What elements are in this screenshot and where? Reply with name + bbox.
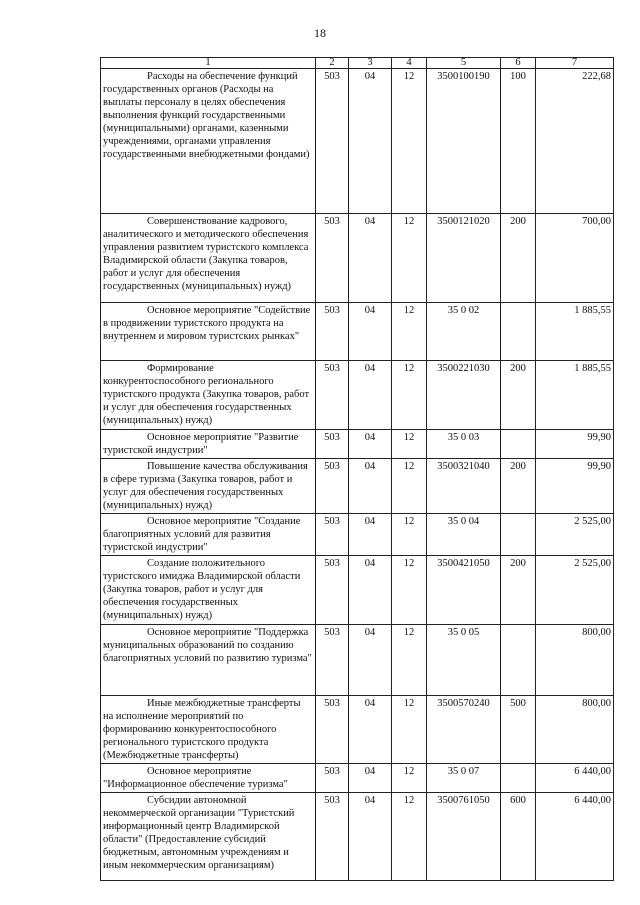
- cell-target-code: 35 0 04: [427, 514, 501, 556]
- column-header: 6: [501, 58, 536, 69]
- cell-expense-type: 200: [501, 459, 536, 514]
- table-row: [101, 214, 614, 303]
- cell-subsection-2: 12: [392, 214, 427, 303]
- cell-subsection-2: 12: [392, 459, 427, 514]
- row-name: Иные межбюджетные трансферты на исполнение мероприятий по формированию конкурентоспособного регионального туристского продукта (Межбюджетные трансферты): [101, 696, 316, 764]
- cell-subsection: 04: [349, 764, 392, 793]
- table-row: [101, 514, 614, 556]
- cell-target-code: 3500761050: [427, 793, 501, 881]
- column-header: 5: [427, 58, 501, 69]
- cell-amount: 800,00: [536, 625, 614, 696]
- column-header: 3: [349, 58, 392, 69]
- cell-subsection-2: 12: [392, 361, 427, 430]
- table-row: [101, 793, 614, 881]
- cell-amount: 800,00: [536, 696, 614, 764]
- table-body: [101, 69, 614, 881]
- cell-target-code: 3500421050: [427, 556, 501, 625]
- cell-section: 503: [316, 361, 349, 430]
- cell-subsection-2: 12: [392, 430, 427, 459]
- cell-subsection-2: 12: [392, 303, 427, 361]
- cell-target-code: 3500221030: [427, 361, 501, 430]
- row-name: Основное мероприятие "Поддержка муниципальных образований по созданию благоприятных условий по развитию туризма": [101, 625, 316, 696]
- cell-amount: 222,68: [536, 69, 614, 214]
- cell-expense-type: [501, 430, 536, 459]
- row-name: Основное мероприятие "Развитие туристской индустрии": [101, 430, 316, 459]
- cell-expense-type: 500: [501, 696, 536, 764]
- cell-subsection-2: 12: [392, 696, 427, 764]
- cell-subsection: 04: [349, 625, 392, 696]
- table-row: [101, 764, 614, 793]
- cell-subsection: 04: [349, 361, 392, 430]
- cell-target-code: 35 0 05: [427, 625, 501, 696]
- cell-subsection: 04: [349, 514, 392, 556]
- cell-target-code: 3500570240: [427, 696, 501, 764]
- column-header: 1: [101, 58, 316, 69]
- cell-amount: 2 525,00: [536, 514, 614, 556]
- cell-subsection: 04: [349, 556, 392, 625]
- cell-section: 503: [316, 625, 349, 696]
- cell-expense-type: [501, 764, 536, 793]
- cell-amount: 99,90: [536, 430, 614, 459]
- cell-section: 503: [316, 696, 349, 764]
- cell-target-code: 35 0 07: [427, 764, 501, 793]
- cell-expense-type: 100: [501, 69, 536, 214]
- cell-subsection: 04: [349, 303, 392, 361]
- cell-section: 503: [316, 303, 349, 361]
- cell-expense-type: [501, 514, 536, 556]
- row-name: Субсидии автономной некоммерческой организации "Туристский информационный центр Владимирской области" (Предоставление субсидий бюджетным, автономным учреждениям и иным некоммерческим организациям): [101, 793, 316, 881]
- table-row: [101, 361, 614, 430]
- cell-target-code: 35 0 02: [427, 303, 501, 361]
- cell-subsection: 04: [349, 69, 392, 214]
- cell-amount: 6 440,00: [536, 793, 614, 881]
- table-row: [101, 696, 614, 764]
- table-row: [101, 625, 614, 696]
- row-name: Основное мероприятие "Создание благоприятных условий для развития туристской индустрии": [101, 514, 316, 556]
- cell-section: 503: [316, 514, 349, 556]
- cell-subsection: 04: [349, 696, 392, 764]
- row-name: Формирование конкурентоспособного регионального туристского продукта (Закупка товаров, работ и услуг для обеспечения государственных (муниципальных) нужд): [101, 361, 316, 430]
- cell-target-code: 3500100190: [427, 69, 501, 214]
- cell-amount: 99,90: [536, 459, 614, 514]
- page-number: 18: [314, 26, 326, 40]
- row-name: Создание положительного туристского имиджа Владимирской области (Закупка товаров, работ и услуг для обеспечения государственных (муниципальных) нужд): [101, 556, 316, 625]
- cell-section: 503: [316, 459, 349, 514]
- cell-subsection-2: 12: [392, 764, 427, 793]
- table-row: [101, 430, 614, 459]
- cell-expense-type: 200: [501, 361, 536, 430]
- cell-expense-type: [501, 303, 536, 361]
- table-row: [101, 69, 614, 214]
- cell-subsection: 04: [349, 459, 392, 514]
- column-header: 2: [316, 58, 349, 69]
- cell-expense-type: 200: [501, 556, 536, 625]
- table-row: [101, 556, 614, 625]
- cell-section: 503: [316, 556, 349, 625]
- cell-section: 503: [316, 793, 349, 881]
- cell-subsection-2: 12: [392, 793, 427, 881]
- row-name: Основное мероприятие "Информационное обеспечение туризма": [101, 764, 316, 793]
- cell-section: 503: [316, 214, 349, 303]
- cell-expense-type: [501, 625, 536, 696]
- cell-subsection: 04: [349, 430, 392, 459]
- column-header: 4: [392, 58, 427, 69]
- table-row: [101, 303, 614, 361]
- header-row: [101, 58, 614, 69]
- cell-target-code: 3500121020: [427, 214, 501, 303]
- cell-subsection: 04: [349, 793, 392, 881]
- cell-section: 503: [316, 430, 349, 459]
- table-row: [101, 459, 614, 514]
- column-header: 7: [536, 58, 614, 69]
- cell-target-code: 3500321040: [427, 459, 501, 514]
- cell-subsection-2: 12: [392, 625, 427, 696]
- budget-table: [100, 57, 614, 881]
- row-name: Расходы на обеспечение функций государственных органов (Расходы на выплаты персоналу в целях обеспечения выполнения функций государственными (муниципальными) органами, казенными учреждениями, органами управления государственными внебюджетными фондами): [101, 69, 316, 214]
- cell-subsection-2: 12: [392, 69, 427, 214]
- cell-amount: 1 885,55: [536, 361, 614, 430]
- cell-amount: 6 440,00: [536, 764, 614, 793]
- row-name: Совершенствование кадрового, аналитического и методического обеспечения управления развитием туристского комплекса Владимирской области (Закупка товаров, работ и услуг для обеспечения государственных (муниципальных) нужд): [101, 214, 316, 303]
- cell-amount: 700,00: [536, 214, 614, 303]
- cell-amount: 2 525,00: [536, 556, 614, 625]
- cell-subsection-2: 12: [392, 556, 427, 625]
- table-header: [101, 58, 614, 69]
- cell-section: 503: [316, 764, 349, 793]
- cell-target-code: 35 0 03: [427, 430, 501, 459]
- cell-amount: 1 885,55: [536, 303, 614, 361]
- cell-expense-type: 600: [501, 793, 536, 881]
- row-name: Основное мероприятие "Содействие в продвижении туристского продукта на внутреннем и мировом туристских рынках": [101, 303, 316, 361]
- row-name: Повышение качества обслуживания в сфере туризма (Закупка товаров, работ и услуг для обеспечения государственных (муниципальных) нужд): [101, 459, 316, 514]
- cell-subsection-2: 12: [392, 514, 427, 556]
- cell-subsection: 04: [349, 214, 392, 303]
- cell-expense-type: 200: [501, 214, 536, 303]
- cell-section: 503: [316, 69, 349, 214]
